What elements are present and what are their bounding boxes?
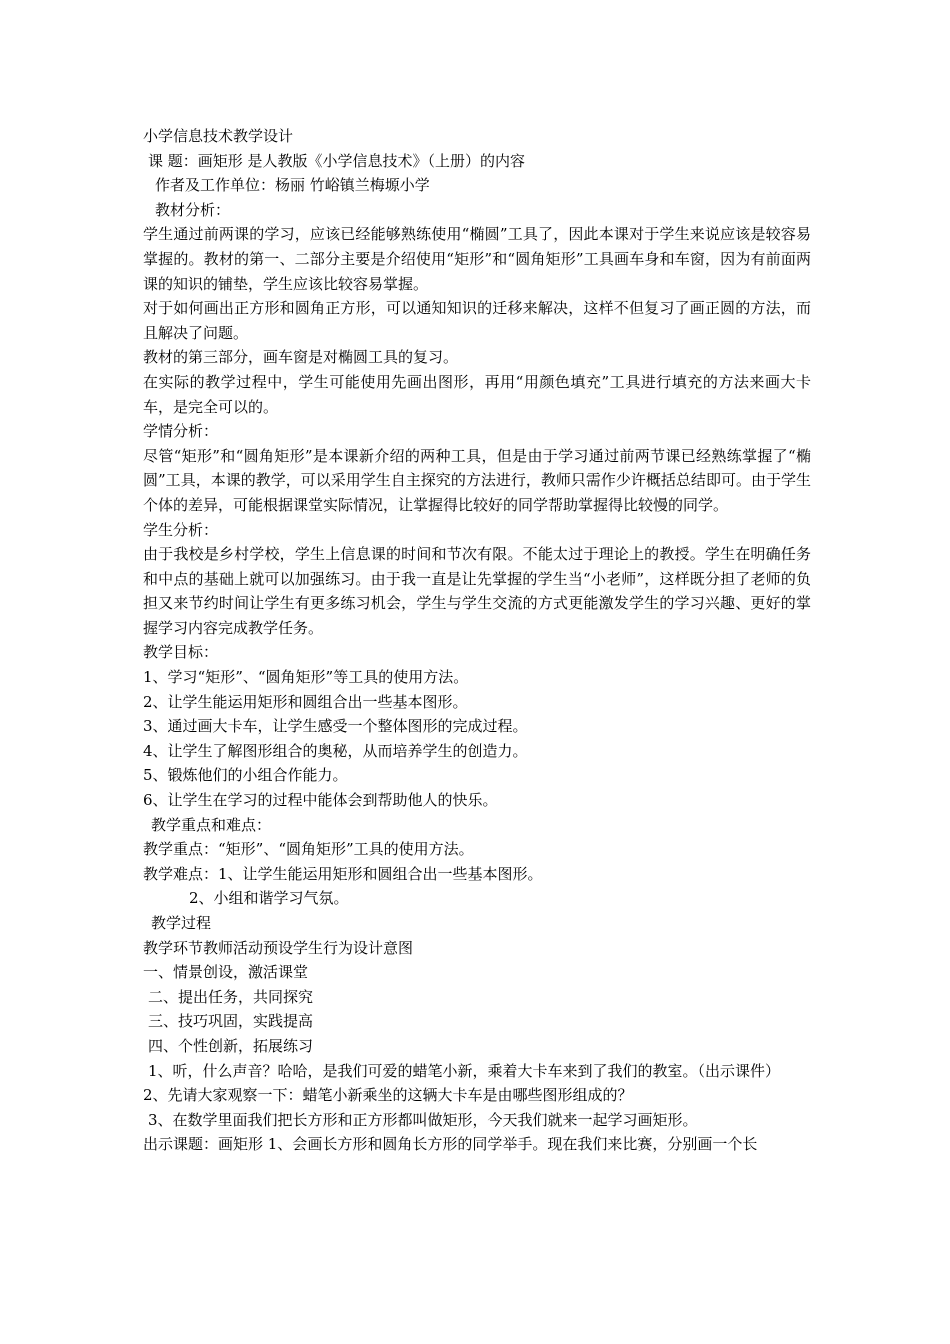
goal-item: 6、让学生在学习的过程中能体会到帮助他人的快乐。	[143, 791, 498, 810]
stage-item: 四、个性创新，拓展练习	[148, 1036, 314, 1055]
goal-item: 5、锻炼他们的小组合作能力。	[143, 766, 348, 785]
material-paragraph-1: 学生通过前两课的学习，应该已经能够熟练使用“椭圆”工具了，因此本课对于学生来说应该是较容易掌握的。教材的第一、二部分主要是介绍使用“矩形”和“圆角矩形”工具画车身和车窗，因为有前面两课的知识的铺垫，学生应该比较容易掌握。	[143, 225, 811, 293]
material-paragraph-3: 教材的第三部分，画车窗是对椭圆工具的复习。	[143, 348, 459, 367]
goal-item: 3、通过画大卡车，让学生感受一个整体图形的完成过程。	[143, 717, 528, 736]
goal-item: 2、让学生能运用矩形和圆组合出一些基本图形。	[143, 692, 468, 711]
learning-paragraph: 尽管“矩形”和“圆角矩形”是本课新介绍的两种工具，但是由于学习通过前两节课已经熟练掌握了“椭圆”工具，本课的教学，可以采用学生自主探究的方法进行，教师只需作少许概括总结即可。由于学生个体的差异，可能根据课堂实际情况，让掌握得比较好的同学帮助掌握得比较慢的同学。	[143, 446, 811, 514]
document-body	[143, 124, 811, 1157]
step-item: 1、听，什么声音？哈哈，是我们可爱的蜡笔小新，乘着大卡车来到了我们的教室。（出示课件）	[148, 1061, 781, 1080]
stage-item: 二、提出任务，共同探究	[148, 987, 314, 1006]
teaching-goals-heading: 教学目标：	[143, 643, 219, 662]
material-paragraph-2: 对于如何画出正方形和圆角正方形，可以通知知识的迁移来解决，这样不但复习了画正圆的方法，而且解决了问题。	[143, 299, 811, 342]
stage-item: 一、情景创设，激活课堂	[143, 963, 309, 982]
lesson-topic: 课 题：画矩形 是人教版《小学信息技术》（上册）的内容	[148, 151, 526, 170]
step-item: 出示课题：画矩形 1、会画长方形和圆角长方形的同学举手。现在我们来比赛，分别画一个长	[143, 1135, 758, 1154]
goal-item: 1、学习“矩形”、“圆角矩形”等工具的使用方法。	[143, 668, 469, 687]
document-title: 小学信息技术教学设计	[143, 127, 294, 145]
student-paragraph: 由于我校是乡村学校，学生上信息课的时间和节次有限。不能太过于理论上的教授。学生在明确任务和中点的基础上就可以加强练习。由于我一直是让先掌握的学生当“小老师”，这样既分担了老师的负担又来节约时间让学生有更多练习机会，学生与学生交流的方式更能激发学生的学习兴趣、更好的掌握学习内容完成教学任务。	[143, 545, 811, 637]
key-point: 教学重点：“矩形”、“圆角矩形”工具的使用方法。	[143, 840, 474, 859]
step-item: 3、在数学里面我们把长方形和正方形都叫做矩形，今天我们就来一起学习画矩形。	[148, 1110, 698, 1129]
stage-item: 三、技巧巩固，实践提高	[148, 1012, 314, 1031]
material-paragraph-4: 在实际的教学过程中，学生可能使用先画出图形，再用“用颜色填充”工具进行填充的方法来画大卡车，是完全可以的。	[143, 372, 811, 416]
goal-item: 4、让学生了解图形组合的奥秘，从而培养学生的创造力。	[143, 741, 528, 760]
difficulty-item: 教学难点：1、让学生能运用矩形和圆组合出一些基本图形。	[143, 864, 543, 883]
student-analysis-heading: 学生分析：	[143, 520, 219, 539]
process-columns: 教学环节教师活动预设学生行为设计意图	[143, 938, 414, 957]
material-analysis-heading: 教材分析：	[155, 200, 231, 219]
step-item: 2、先请大家观察一下：蜡笔小新乘坐的这辆大卡车是由哪些图形组成的？	[143, 1086, 633, 1105]
teaching-process-heading: 教学过程	[151, 914, 212, 932]
learning-analysis-heading: 学情分析：	[143, 422, 219, 441]
key-points-heading: 教学重点和难点：	[151, 815, 272, 834]
author-info: 作者及工作单位：杨丽 竹峪镇兰梅塬小学	[155, 176, 430, 195]
difficulty-item: 2、小组和谐学习气氛。	[189, 889, 349, 908]
